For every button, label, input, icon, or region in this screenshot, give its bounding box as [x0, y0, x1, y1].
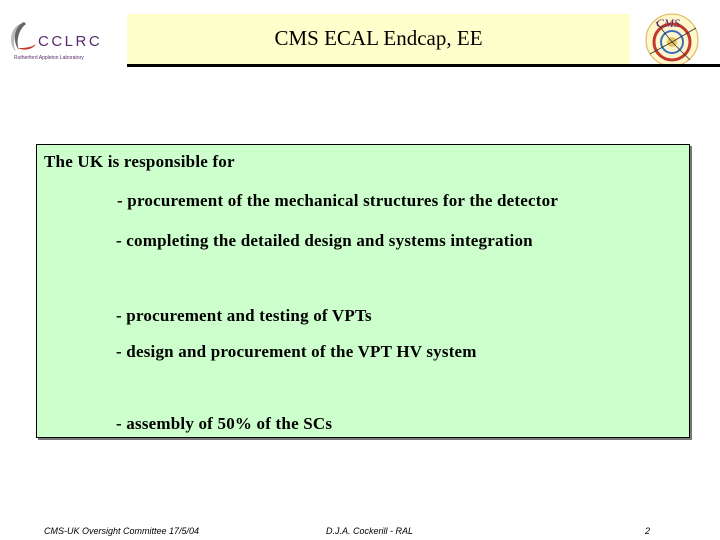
list-item: - design and procurement of the VPT HV system: [116, 342, 477, 361]
title-band: [127, 14, 630, 65]
page-number: 2: [645, 526, 651, 536]
cclrc-swirl-icon: [11, 22, 36, 52]
footer-center: D.J.A. Cockerill - RAL: [326, 526, 414, 536]
cclrc-logo-text: CCLRC: [38, 33, 103, 50]
cms-logo: [642, 10, 702, 66]
cclrc-logo-subtext: Rutherford Appleton Laboratory: [14, 55, 84, 61]
cms-logo-text: CMS: [656, 16, 680, 30]
list-item: - procurement and testing of VPTs: [116, 306, 372, 325]
list-item: - procurement of the mechanical structures for the detector: [117, 191, 559, 210]
header-divider: [127, 64, 720, 67]
cclrc-logo: [6, 18, 118, 64]
list-item: - assembly of 50% of the SCs: [116, 414, 333, 433]
intro-text: The UK is responsible for: [44, 152, 235, 171]
list-item: - completing the detailed design and systems integration: [116, 231, 533, 250]
footer-left: CMS-UK Oversight Committee 17/5/04: [44, 526, 200, 536]
responsibilities-box: [36, 144, 690, 438]
page-title: CMS ECAL Endcap, EE: [274, 26, 483, 50]
